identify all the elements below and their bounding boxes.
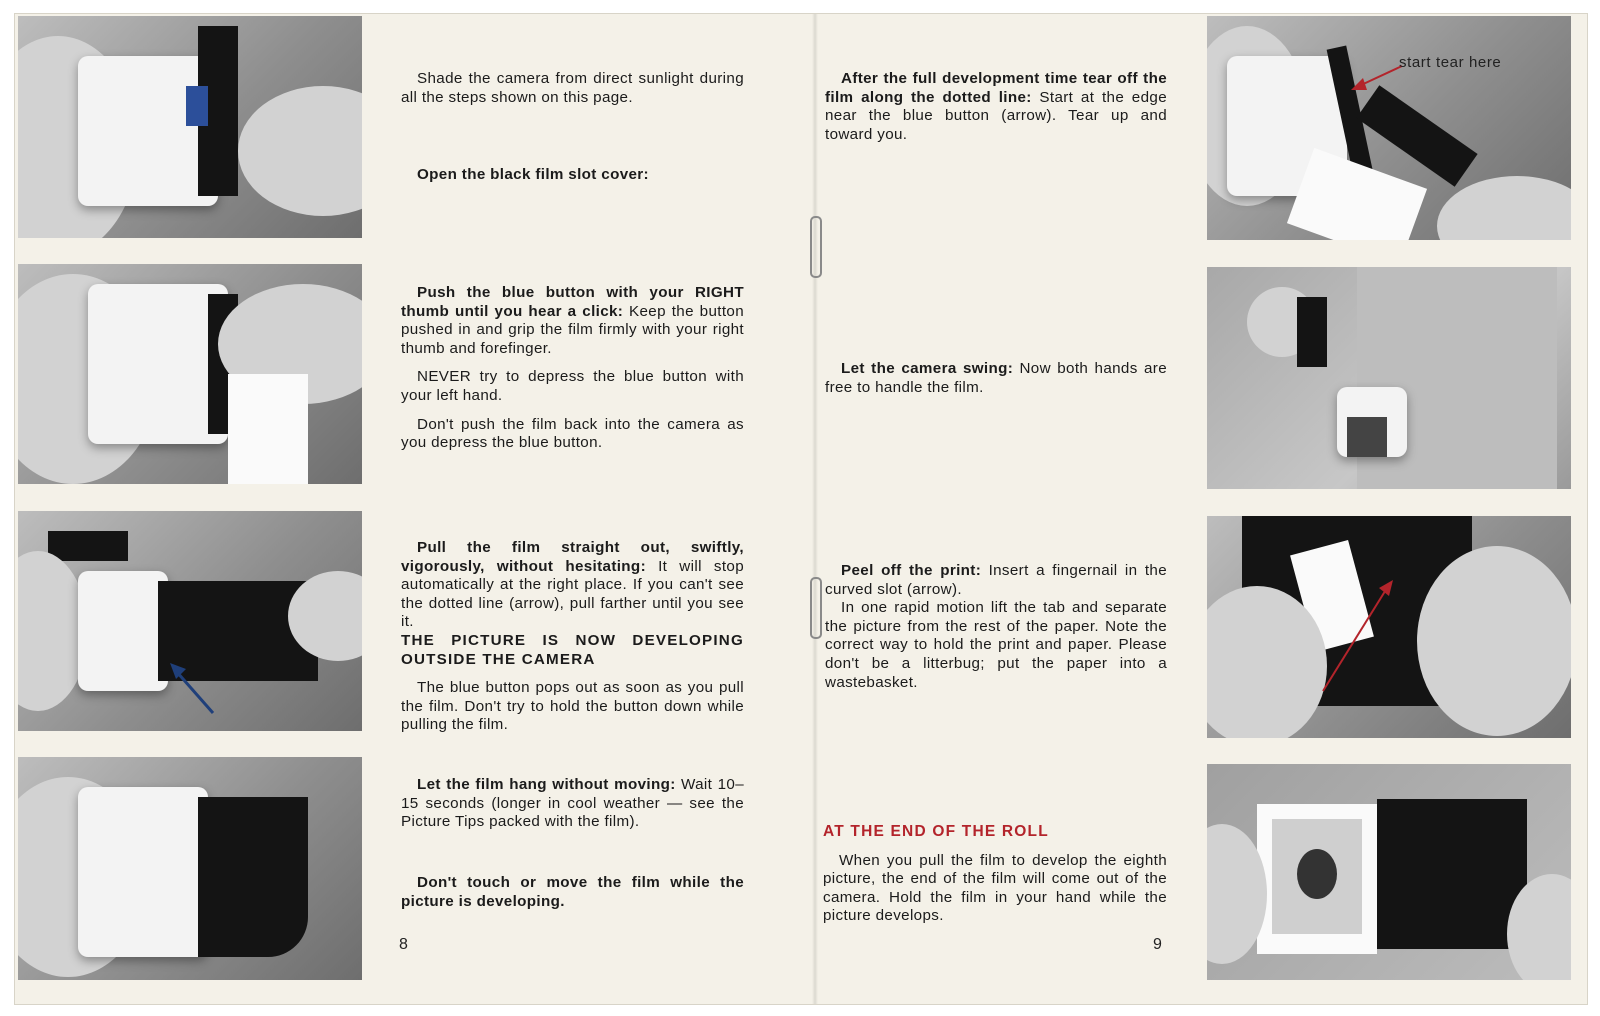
film-hang-text: Wait 10–15 seconds (longer in cool weather — see the Picture Tips packed with the film).: [401, 776, 745, 831]
staple-top: [810, 216, 822, 278]
step-film-hang: [401, 776, 744, 832]
photo-tear-off: [1207, 16, 1571, 240]
open-cover-heading: Open the black film slot cover:: [417, 166, 649, 183]
step-open-cover: [401, 166, 744, 185]
step-end-of-roll: [823, 823, 1167, 926]
step-push-button: [401, 284, 744, 453]
step-camera-swing: [825, 360, 1167, 397]
photo-push-blue-button: [18, 264, 362, 484]
camera-swing-text: Now both hands are free to handle the film.: [825, 360, 1167, 396]
step-tear-off: [825, 70, 1167, 144]
photo-pull-film: [18, 511, 362, 731]
push-button-text: Keep the button pushed in and grip the film firmly with your right thumb and forefinger.: [401, 302, 744, 357]
gutter: [812, 14, 818, 1004]
tear-label: start tear here: [1399, 54, 1502, 71]
step-peel-print: [825, 562, 1167, 692]
photo-peel-print: [1207, 516, 1571, 738]
step-shade-camera: [401, 70, 744, 107]
push-button-heading: Push the blue button with your RIGHT thumb until you hear a click:: [401, 284, 744, 320]
shade-text: Shade the camera from direct sunlight during all the steps shown on this page.: [401, 70, 744, 106]
page-number-right: 9: [1153, 936, 1162, 953]
tear-off-heading: After the full development time tear off the film along the dotted line:: [825, 70, 1167, 106]
tear-off-text: Start at the edge near the blue button (arrow). Tear up and toward you.: [825, 88, 1167, 143]
step-dont-touch: [401, 874, 744, 911]
peel-print-text2: In one rapid motion lift the tab and separate the picture from the rest of the paper. Note the correct way to hold the print and paper. Please don't be a litterbug; put the paper into a wastebasket.: [825, 599, 1167, 691]
page-number-left: 8: [399, 936, 408, 953]
photo-film-hanging: [18, 757, 362, 980]
photo-end-of-roll: [1207, 764, 1571, 980]
staple-bottom: [810, 577, 822, 639]
camera-swing-heading: Let the camera swing:: [841, 360, 1014, 377]
pull-film-heading: Pull the film straight out, swiftly, vigorously, without hesitating:: [401, 539, 744, 575]
photo-camera-swing: [1207, 267, 1571, 489]
film-hang-heading: Let the film hang without moving:: [417, 776, 676, 793]
step-pull-film: [401, 539, 744, 735]
blue-button-pops-text: The blue button pops out as soon as you pull the film. Don't try to hold the button down while pulling the film.: [401, 679, 744, 734]
dont-push-back-text: Don't push the film back into the camera as you depress the blue button.: [401, 415, 744, 452]
booklet-spread: [15, 14, 1587, 1004]
never-depress-text: NEVER try to depress the blue button with your left hand.: [401, 368, 744, 404]
tear-arrow-icon: [1347, 56, 1407, 96]
dont-touch-heading: Don't touch or move the film while the picture is developing.: [401, 874, 744, 910]
peel-print-text1: Insert a fingernail in the curved slot (arrow).: [825, 562, 1167, 598]
photo-open-slot-cover: [18, 16, 362, 238]
end-of-roll-text: When you pull the film to develop the eighth picture, the end of the film will come out of the camera. Hold the film in your hand while the picture develops.: [823, 851, 1167, 925]
arrow-icon: [168, 661, 218, 721]
slot-arrow-icon: [1317, 576, 1397, 696]
developing-caps-text: THE PICTURE IS NOW DEVELOPING OUTSIDE THE CAMERA: [401, 631, 744, 668]
peel-print-heading: Peel off the print:: [841, 562, 982, 579]
pull-film-text: It will stop automatically at the right place. If you can't see the dotted line (arrow), pull farther until you see it.: [401, 557, 744, 631]
end-of-roll-heading: AT THE END OF THE ROLL: [823, 823, 1049, 840]
